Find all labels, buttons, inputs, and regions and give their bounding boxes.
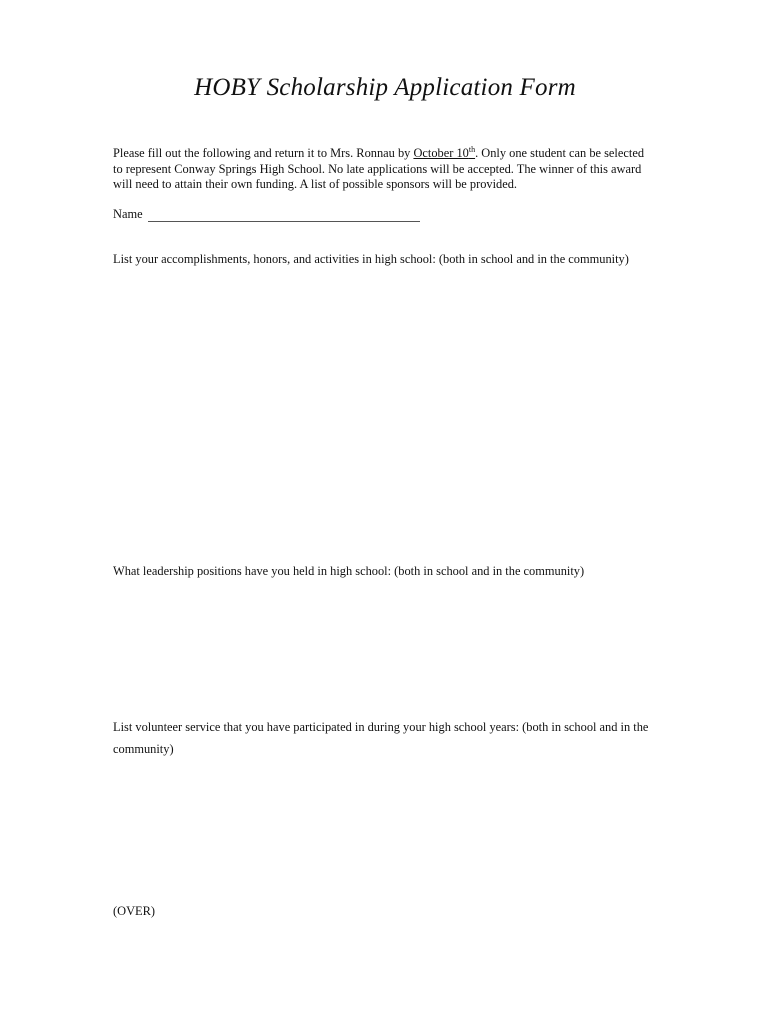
- instructions-line-2: to represent Conway Springs High School. No late applications will be accepted. The winner of this award: [113, 161, 642, 176]
- name-field[interactable]: [148, 207, 420, 222]
- deadline-date-text: October 10: [413, 146, 469, 160]
- form-title: HOBY Scholarship Application Form: [194, 74, 576, 101]
- instructions-paragraph: [113, 146, 673, 193]
- over-note: (OVER): [113, 904, 155, 918]
- instructions-line-3: will need to attain their own funding. A list of possible sponsors will be provided.: [113, 177, 518, 191]
- volunteer-question: List volunteer service that you have participated in during your high school years: (both in school and in the community): [113, 720, 649, 756]
- name-row: [113, 207, 420, 222]
- leadership-question: What leadership positions have you held in high school: (both in school and in the community): [113, 564, 585, 578]
- instructions-text-1b: . Only one student can be selected: [475, 146, 645, 160]
- accomplishments-question: List your accomplishments, honors, and activities in high school: (both in school and in the community): [113, 252, 629, 266]
- instructions-line-1: [113, 146, 673, 162]
- instructions-text-1a: Please fill out the following and return it to Mrs. Ronnau by: [113, 146, 414, 160]
- deadline-date: [413, 146, 475, 160]
- deadline-date-suffix: th: [468, 144, 476, 154]
- name-label: Name: [113, 207, 143, 221]
